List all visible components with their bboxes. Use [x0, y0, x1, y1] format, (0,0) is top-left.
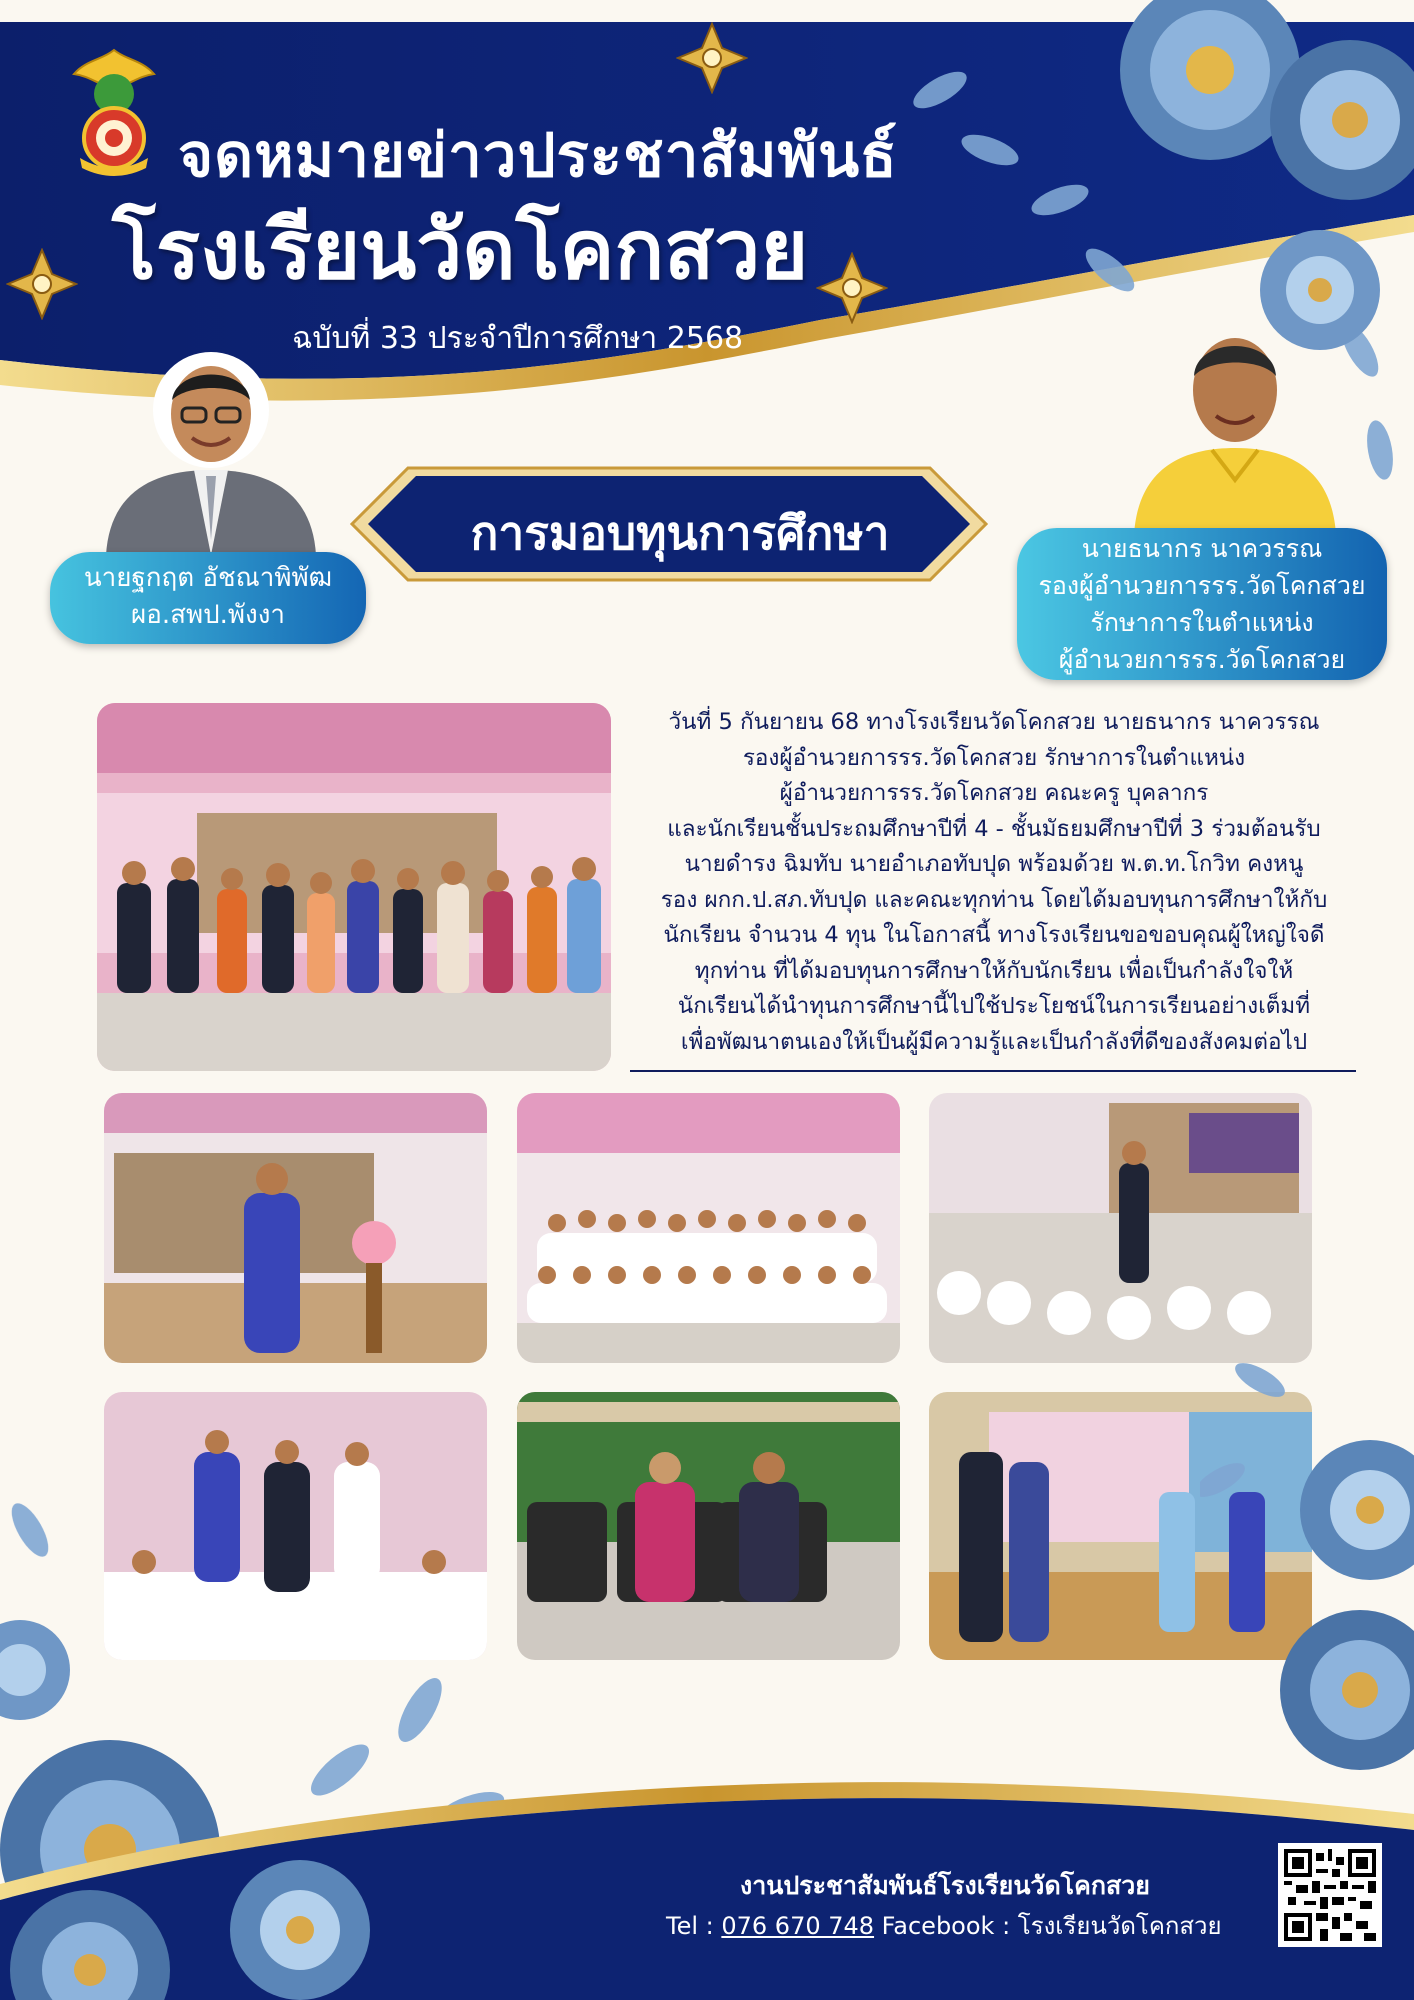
- article-line: รอง ผกก.ป.สภ.ทับปุด และคณะทุกท่าน โดยได้มอบทุนการศึกษาให้กับ: [660, 886, 1328, 913]
- article-line: นักเรียน จำนวน 4 ทุน ในโอกาสนี้ ทางโรงเรียนขอขอบคุณผู้ใหญ่ใจดี: [663, 922, 1325, 948]
- article-line: ทุกท่าน ที่ได้มอบทุนการศึกษาให้กับนักเรียน เพื่อเป็นกำลังใจให้: [694, 957, 1294, 984]
- article-line: ผู้อำนวยการรร.วัดโคกสวย คณะครู บุคลากร: [779, 780, 1209, 806]
- issue-number: ฉบับที่ 33 ประจำปีการศึกษา 2568: [292, 321, 744, 356]
- scholarship-group-photo: [97, 703, 611, 1071]
- assembly-photo: [929, 1093, 1312, 1363]
- deputy-director-acting-position: ผู้อำนวยการรร.วัดโคกสวย: [1058, 645, 1346, 674]
- phone-link[interactable]: 076 670 748: [721, 1912, 875, 1940]
- tel-label: Tel :: [666, 1912, 722, 1940]
- flower-ornament-icon: [6, 248, 78, 320]
- article-body: [614, 705, 1374, 1060]
- article-line: วันที่ 5 กันยายน 68 ทางโรงเรียนวัดโคกสวย นายธนากร นาควรรณ: [668, 709, 1320, 735]
- director-position: ผอ.สพป.พังงา: [130, 600, 286, 630]
- article-line: เพื่อพัฒนาตนเองให้เป็นผู้มีความรู้และเป็นกำลังที่ดีของสังคมต่อไป: [680, 1028, 1308, 1055]
- school-logo: [66, 46, 162, 176]
- deputy-director-position: รองผู้อำนวยการรร.วัดโคกสวย: [1038, 571, 1366, 600]
- article-line: รองผู้อำนวยการรร.วัดโคกสวย รักษาการในตำแหน่ง: [742, 744, 1246, 771]
- deputy-director-acting-label: รักษาการในตำแหน่ง: [1090, 608, 1314, 637]
- article-line: นักเรียนได้นำทุนการศึกษานี้ไปใช้ประโยชน์ในการเรียนอย่างเต็มที่: [677, 993, 1311, 1019]
- speaker-photo: [104, 1093, 487, 1363]
- newsletter-title: จดหมายข่าวประชาสัมพันธ์: [178, 121, 898, 191]
- article-line: และนักเรียนชั้นประถมศึกษาปีที่ 4 - ชั้นมัธยมศึกษาปีที่ 3 ร่วมต้อนรับ: [667, 815, 1321, 842]
- flower-ornament-icon: [676, 22, 748, 94]
- deputy-director-name-badge: [1017, 528, 1387, 680]
- director-name-badge: [50, 552, 366, 644]
- director-photo: [96, 330, 326, 555]
- article-line: นายดำรง ฉิมทับ นายอำเภอทับปุด พร้อมด้วย พ.ต.ท.โกวิท คงหนู: [684, 851, 1304, 877]
- deputy-director-name: นายธนากร นาควรรณ: [1081, 534, 1323, 563]
- guests-seated-photo: [517, 1392, 900, 1660]
- article-divider: [630, 1070, 1356, 1072]
- students-group-photo: [517, 1093, 900, 1363]
- footer-title: งานประชาสัมพันธ์โรงเรียนวัดโคกสวย: [740, 1871, 1150, 1900]
- school-name-title: โรงเรียนวัดโคกสวย: [112, 203, 809, 298]
- director-name: นายฐกฤต อัชณาพิพัฒ: [83, 563, 333, 593]
- flower-ornament-icon: [816, 252, 888, 324]
- deputy-director-photo: [1120, 300, 1350, 535]
- facebook-label: Facebook :: [874, 1912, 1018, 1940]
- floral-decoration-bottom-left: [0, 1820, 460, 2000]
- footer-contact: [666, 1906, 1222, 1945]
- section-title: การมอบทุนการศึกษา: [470, 506, 890, 560]
- qr-code[interactable]: [1278, 1843, 1382, 1947]
- facebook-link[interactable]: โรงเรียนวัดโคกสวย: [1017, 1912, 1222, 1940]
